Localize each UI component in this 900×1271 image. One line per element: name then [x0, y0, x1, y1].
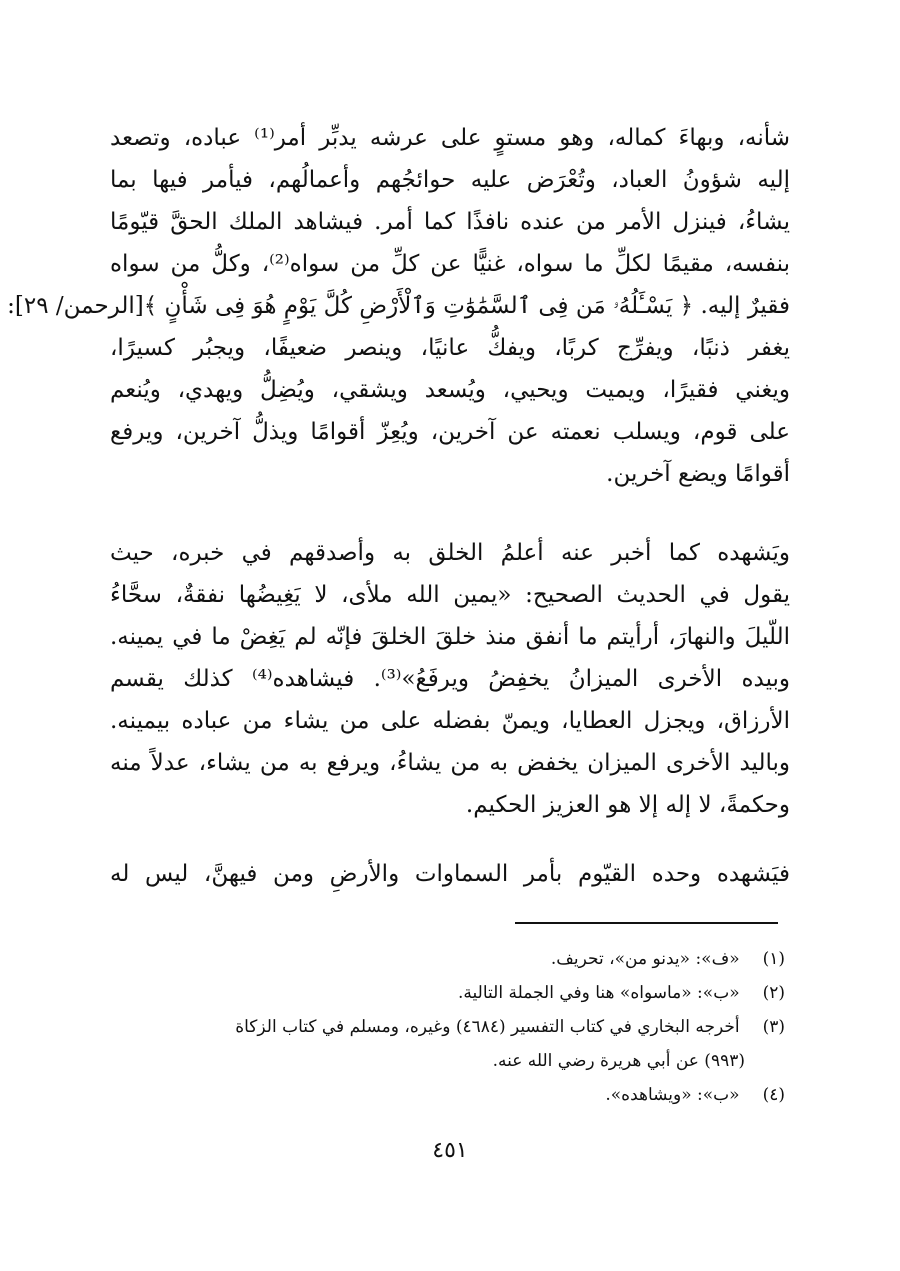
- footnote-number: (٣): [762, 1017, 785, 1037]
- quran-verse-line: فقيرٌ إليه. ﴿ يَسْـَٔلُهُۥ مَن فِى ٱلسَّمَٰوَٰتِ وَٱلْأَرْضِ كُلَّ يَوْمٍ هُوَ فِى شَأْنٍ ﴾[الرحمن/ ٢٩]:: [7, 293, 790, 319]
- footnote-text: «ف»: «يدنو من»، تحريف.: [550, 949, 740, 969]
- footnote-2: [105, 976, 785, 1010]
- footnote-number: (٤): [762, 1085, 785, 1105]
- text-line: وحكمةً، لا إله إلا هو العزيز الحكيم.: [465, 792, 790, 818]
- footnote-4: [105, 1078, 785, 1112]
- text-line: ويَشهده كما أخبر عنه أعلمُ الخلق به وأصدقهم في خبره، حيث: [110, 540, 790, 566]
- footnote-3: [105, 1010, 785, 1044]
- footnote-text: «ب»: «ويشاهده».: [605, 1085, 740, 1105]
- text-line: فيَشهده وحده القيّوم بأمر السماوات والأرضِ ومن فيهنَّ، ليس له: [110, 861, 790, 887]
- text-line: وبيده الأخرى الميزانُ يخفِضُ ويرفَعُ»⁽³⁾. فيشاهده⁽⁴⁾ كذلك يقسم: [110, 666, 791, 692]
- footnote-number: (٢): [762, 983, 785, 1003]
- paragraph-2: [110, 532, 790, 826]
- text-line: الأرزاق، ويجزل العطايا، ويمنّ بفضله على من يشاء من عباده بيمينه.: [110, 708, 790, 734]
- footnote-3-continuation: (٩٩٣) عن أبي هريرة رضي الله عنه.: [492, 1051, 745, 1071]
- text-line: اللّيلَ والنهارَ، أرأيتم ما أنفق منذ خلقَ الخلقَ فإنّه لم يَغِضْ ما في يمينه.: [110, 624, 790, 650]
- text-line: أقوامًا ويضع آخرين.: [606, 461, 790, 487]
- text-line: ويغني فقيرًا، ويميت ويحيي، ويُسعد ويشقي، ويُضِلُّ ويهدي، ويُنعم: [110, 377, 790, 403]
- page-number: ٤٥١: [432, 1138, 468, 1163]
- text-line: بنفسه، مقيمًا لكلِّ ما سواه، غنيًّا عن كلِّ من سواه⁽²⁾، وكلُّ من سواه: [110, 251, 790, 277]
- text-line: على قوم، ويسلب نعمته عن آخرين، ويُعِزّ أقوامًا ويذلُّ آخرين، ويرفع: [110, 419, 790, 445]
- footnote-number: (١): [762, 949, 785, 969]
- paragraph-3: [110, 853, 790, 895]
- footnote-text: «ب»: «ماسواه» هنا وفي الجملة التالية.: [458, 983, 740, 1003]
- text-line: يقول في الحديث الصحيح: «يمين الله ملأى، لا يَغِيضُها نفقةٌ، سحَّاءُ: [110, 582, 790, 608]
- text-line: إليه شؤونُ العباد، وتُعْرَض عليه حوائجُهم وأعمالُهم، فيأمر فيها بما: [110, 167, 790, 193]
- paragraph-1: [7, 117, 791, 495]
- text-line: وباليد الأخرى الميزان يخفض به من يشاءُ، ويرفع به من يشاء، عدلاً منه: [110, 750, 790, 776]
- footnotes: [105, 942, 785, 1112]
- footnote-text: أخرجه البخاري في كتاب التفسير (٤٦٨٤) وغيره، ومسلم في كتاب الزكاة: [235, 1017, 740, 1037]
- text-line: يغفر ذنبًا، ويفرِّج كربًا، ويفكُّ عانيًا، وينصر ضعيفًا، ويجبُر كسيرًا،: [110, 335, 790, 361]
- text-line: يشاءُ، فينزل الأمر من عنده نافذًا كما أمر. فيشاهد الملك الحقَّ قيّومًا: [110, 209, 790, 235]
- footnote-separator: [515, 922, 778, 924]
- text-line: شأنه، وبهاءَ كماله، وهو مستوٍ على عرشه يدبِّر أمر⁽¹⁾ عباده، وتصعد: [110, 125, 791, 151]
- footnote-1: [105, 942, 785, 976]
